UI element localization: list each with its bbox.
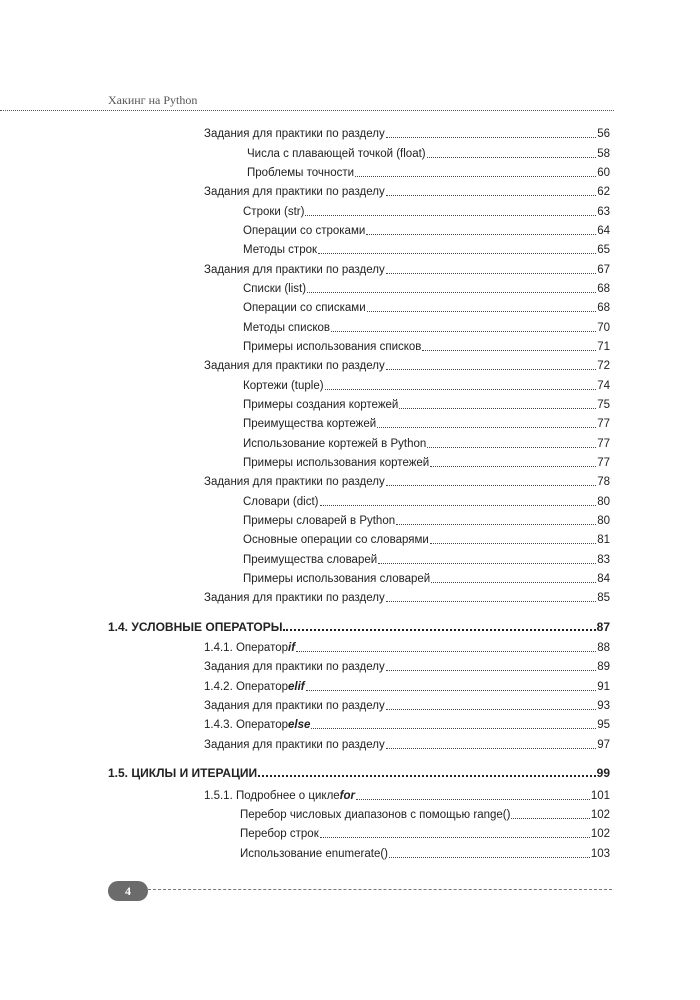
toc-entry[interactable] — [243, 302, 610, 319]
toc-entry-label: Перебор строк — [240, 828, 319, 840]
toc-entry-page: 103 — [590, 848, 610, 860]
header-divider — [0, 110, 614, 111]
toc-entry-label: Задания для практики по разделу — [204, 128, 385, 140]
toc-entry[interactable] — [204, 719, 610, 736]
toc-entry-page: 63 — [597, 206, 610, 218]
dot-leader — [511, 809, 589, 819]
dot-leader — [377, 418, 596, 428]
toc-entry[interactable] — [204, 186, 610, 203]
toc-entry-label: Основные операции со словарями — [243, 534, 429, 546]
toc-entry[interactable] — [240, 848, 610, 865]
toc-entry-page: 77 — [597, 438, 610, 450]
toc-entry[interactable] — [247, 167, 610, 184]
toc-entry-label: 1.5.1. Подробнее о цикле — [204, 790, 340, 802]
toc-entry-label: Задания для практики по разделу — [204, 264, 385, 276]
toc-entry-label: Задания для практики по разделу — [204, 360, 385, 372]
toc-section-label: 1.4. УСЛОВНЫЕ ОПЕРАТОРЫ — [108, 620, 283, 634]
toc-entry-page: 89 — [597, 661, 610, 673]
toc-entry-page: 102 — [590, 828, 610, 840]
toc-entry-label: Задания для практики по разделу — [204, 592, 385, 604]
toc-entry-page: 62 — [597, 186, 610, 198]
toc-entry-page: 71 — [597, 341, 610, 353]
dot-leader — [386, 592, 597, 602]
toc-entry-label: Операции со списками — [243, 302, 366, 314]
dot-leader — [386, 264, 597, 274]
toc-entry-label: 1.4.3. Оператор — [204, 719, 289, 731]
toc-entry[interactable] — [204, 264, 610, 281]
toc-entry-page: 88 — [597, 642, 610, 654]
toc-entry[interactable] — [243, 225, 610, 242]
dot-leader — [386, 360, 597, 370]
dot-leader — [427, 148, 597, 158]
dot-leader — [283, 620, 595, 631]
toc-entry[interactable] — [243, 206, 610, 223]
toc-entry-label: Строки (str) — [243, 206, 305, 218]
toc-entry-page: 64 — [597, 225, 610, 237]
toc-entry[interactable] — [243, 573, 610, 590]
toc-entry-label: Кортежи (tuple) — [243, 380, 324, 392]
toc-entry-page: 95 — [597, 719, 610, 731]
toc-entry-keyword: if — [288, 642, 296, 654]
toc-entry-label: Преимущества словарей — [243, 554, 378, 566]
toc-entry[interactable] — [243, 438, 610, 455]
toc-entry-label: Примеры использования кортежей — [243, 457, 430, 469]
toc-entry[interactable] — [204, 790, 610, 807]
running-head: Хакинг на Python — [108, 93, 198, 107]
toc-entry-page: 93 — [597, 700, 610, 712]
toc-section-heading[interactable] — [108, 766, 610, 783]
toc-entry[interactable] — [240, 809, 610, 826]
toc-entry-page: 91 — [597, 681, 610, 693]
toc-entry-keyword: else — [288, 719, 311, 731]
toc-entry-page: 58 — [597, 148, 610, 160]
toc-entry[interactable] — [243, 418, 610, 435]
toc-entry[interactable] — [243, 496, 610, 513]
toc-entry-label: Примеры словарей в Python — [243, 515, 396, 527]
dot-leader — [356, 790, 590, 800]
toc-section-label: 1.5. ЦИКЛЫ И ИТЕРАЦИИ — [108, 766, 258, 780]
toc-entry-page: 97 — [597, 739, 610, 751]
toc-entry-label: Использование enumerate() — [240, 848, 389, 860]
toc-entry-label: Операции со строками — [243, 225, 366, 237]
toc-entry-page: 67 — [597, 264, 610, 276]
toc-entry-page: 68 — [597, 302, 610, 314]
toc-entry[interactable] — [243, 244, 610, 261]
toc-entry[interactable] — [204, 681, 610, 698]
toc-entry-label: Задания для практики по разделу — [204, 186, 385, 198]
dot-leader — [386, 700, 597, 710]
toc-entry[interactable] — [204, 592, 610, 609]
dot-leader — [258, 766, 596, 777]
dot-leader — [389, 848, 590, 858]
toc-entry-page: 85 — [597, 592, 610, 604]
toc-entry-page: 70 — [597, 322, 610, 334]
toc-entry-page: 83 — [597, 554, 610, 566]
toc-entry[interactable] — [243, 534, 610, 551]
dot-leader — [320, 828, 590, 838]
toc-entry[interactable] — [243, 283, 610, 300]
dot-leader — [366, 225, 596, 235]
dot-leader — [427, 438, 596, 448]
toc-entry-page: 72 — [597, 360, 610, 372]
toc-entry-label: 1.4.1. Оператор — [204, 642, 289, 654]
toc-entry-label: Примеры использования списков — [243, 341, 422, 353]
toc-entry-page: 99 — [596, 766, 610, 780]
toc-entry-page: 102 — [590, 809, 610, 821]
page-number-badge: 4 — [108, 881, 148, 901]
toc-entry[interactable] — [243, 457, 610, 474]
toc-entry[interactable] — [243, 322, 610, 339]
dot-leader — [306, 681, 597, 691]
toc-entry-keyword: elif — [288, 681, 305, 693]
toc-entry-label: Задания для практики по разделу — [204, 661, 385, 673]
footer-divider — [148, 889, 612, 890]
toc-entry-page: 81 — [597, 534, 610, 546]
toc-entry-page: 78 — [597, 476, 610, 488]
dot-leader — [325, 380, 597, 390]
toc-entry[interactable] — [243, 380, 610, 397]
toc-entry[interactable] — [243, 515, 610, 532]
dot-leader — [396, 515, 596, 525]
toc-entry-page: 101 — [590, 790, 610, 802]
dot-leader — [430, 457, 596, 467]
toc-entry[interactable] — [240, 828, 610, 845]
toc-entry-label: Методы списков — [243, 322, 330, 334]
toc-entry[interactable] — [243, 399, 610, 416]
toc-entry-label: Примеры создания кортежей — [243, 399, 399, 411]
toc-entry-label: Примеры использования словарей — [243, 573, 431, 585]
dot-leader — [305, 206, 596, 216]
dot-leader — [311, 719, 596, 729]
toc-entry-label: Задания для практики по разделу — [204, 739, 385, 751]
dot-leader — [386, 128, 597, 138]
toc-section-heading[interactable] — [108, 620, 610, 637]
dot-leader — [378, 554, 596, 564]
toc-entry[interactable] — [243, 554, 610, 571]
toc-entry-page: 56 — [597, 128, 610, 140]
toc-entry[interactable] — [204, 700, 610, 717]
toc-entry-label: 1.4.2. Оператор — [204, 681, 289, 693]
dot-leader — [430, 534, 596, 544]
toc-entry[interactable] — [247, 148, 610, 165]
dot-leader — [386, 186, 597, 196]
toc-entry-label: Методы строк — [243, 244, 318, 256]
toc-entry-label: Проблемы точности — [247, 167, 355, 179]
toc-entry-page: 68 — [597, 283, 610, 295]
dot-leader — [318, 244, 596, 254]
dot-leader — [355, 167, 596, 177]
toc-entry-page: 65 — [597, 244, 610, 256]
toc-entry[interactable] — [204, 360, 610, 377]
toc-entry[interactable] — [204, 661, 610, 678]
dot-leader — [386, 661, 597, 671]
dot-leader — [367, 302, 597, 312]
toc-entry-page: 87 — [596, 620, 610, 634]
toc-entry-label: Задания для практики по разделу — [204, 476, 385, 488]
dot-leader — [386, 476, 597, 486]
dot-leader — [386, 739, 597, 749]
toc-entry-label: Списки (list) — [243, 283, 307, 295]
toc-entry-page: 77 — [597, 457, 610, 469]
toc-entry[interactable] — [204, 476, 610, 493]
toc-entry-label: Преимущества кортежей — [243, 418, 377, 430]
toc-entry-label: Использование кортежей в Python — [243, 438, 427, 450]
dot-leader — [331, 322, 596, 332]
toc-entry-keyword: for — [339, 790, 356, 802]
dot-leader — [320, 496, 597, 506]
toc-entry[interactable] — [204, 128, 610, 145]
toc-entry-page: 80 — [597, 496, 610, 508]
dot-leader — [422, 341, 596, 351]
toc-entry-page: 84 — [597, 573, 610, 585]
toc-entry-label: Словари (dict) — [243, 496, 319, 508]
toc-entry-page: 75 — [597, 399, 610, 411]
dot-leader — [296, 642, 596, 652]
toc-entry[interactable] — [204, 642, 610, 659]
toc-entry-page: 77 — [597, 418, 610, 430]
toc-entry-page: 60 — [597, 167, 610, 179]
dot-leader — [399, 399, 596, 409]
toc-entry-page: 74 — [597, 380, 610, 392]
toc-entry-label: Задания для практики по разделу — [204, 700, 385, 712]
toc-entry[interactable] — [243, 341, 610, 358]
dot-leader — [431, 573, 596, 583]
toc-entry-page: 80 — [597, 515, 610, 527]
toc-entry-label: Числа с плавающей точкой (float) — [247, 148, 426, 160]
toc-entry[interactable] — [204, 739, 610, 756]
toc-entry-label: Перебор числовых диапазонов с помощью range() — [240, 809, 511, 821]
dot-leader — [307, 283, 596, 293]
